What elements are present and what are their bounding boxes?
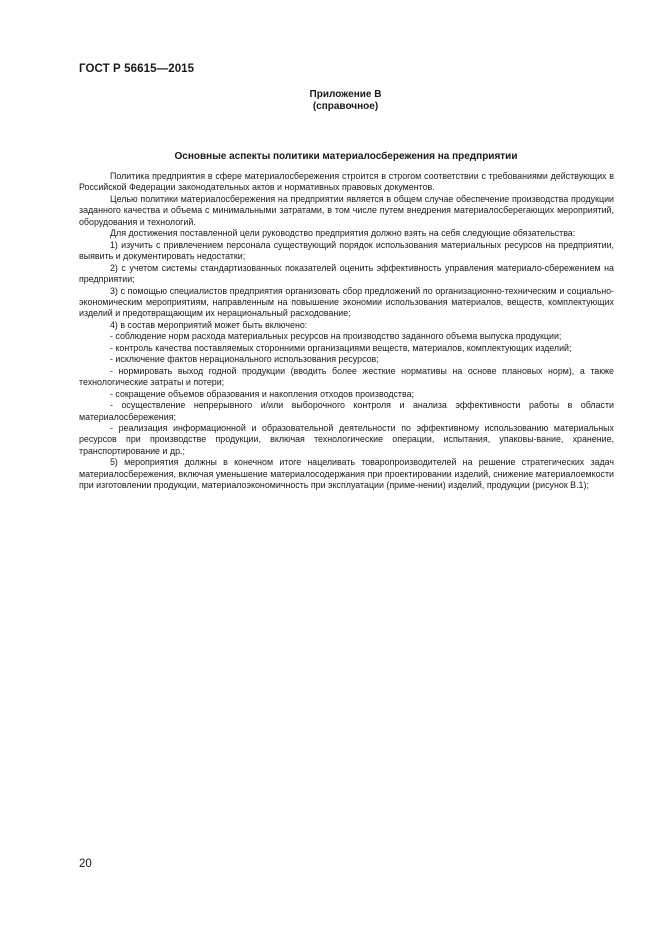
appendix-note: (справочное) [312, 101, 379, 112]
sub-list-item: - контроль качества поставляемых сторонними организациями веществ, материалов, комплектующих изделий; [110, 342, 572, 353]
sub-list-item: - соблюдение норм расхода материальных ресурсов на производство заданного объема выпуска продукции; [110, 331, 562, 342]
list-item: 2) с учетом системы стандартизованных показателей оценить эффективность управления материало-сбережением на предприятии; [79, 262, 614, 285]
page-number: 20 [79, 858, 92, 870]
sub-list-item: - сокращение объемов образования и накопления отходов производства; [110, 388, 415, 399]
sub-list-item: - осуществление непрерывного и/или выборочного контроля и анализа эффективности работы в области материалосбережения; [79, 400, 614, 422]
sub-list-item: - реализация информационной и образовательной деятельности по эффективному использованию материальных ресурсов при производстве продукции, включая технологические операции, испытания, упаковы-вание, хранение, транспортирование и др.; [79, 422, 614, 456]
sub-list-item: - исключение фактов нерационального использования ресурсов; [110, 354, 379, 365]
paragraph: Целью политики материалосбережения на предприятии является в общем случае обеспечение производства продукции заданного качества и объема с минимальными затратами, в том числе путем внедрения материалосберегающих мероприятий, оборудования и технологий. [79, 193, 614, 227]
paragraph: Для достижения поставленной цели руководство предприятия должно взять на себя следующие обязательства: [110, 228, 576, 239]
list-item: 5) мероприятия должны в конечном итоге нацеливать товаропроизводителей на решение стратегических задач материалосбережения, включая уменьшение материалосодержания при проектировании изделий, снижение материалоемкости при изготовлении продукции, материалоэкономичность при эксплуатации (приме-нении) изделий, продукции (рисунок В.1); [79, 457, 614, 491]
sub-list-item: - нормировать выход годной продукции (вводить более жесткие нормативы на основе плановых норм), а также технологические затраты и потери; [79, 365, 614, 388]
list-item: 4) в состав мероприятий может быть включено: [110, 319, 308, 330]
appendix-heading [0, 89, 661, 113]
appendix-label: Приложение В [309, 89, 382, 100]
body-text [79, 171, 614, 492]
section-title: Основные аспекты политики материалосбережения на предприятии [174, 151, 518, 162]
document-code: ГОСТ Р 56615—2015 [79, 63, 195, 75]
list-item: 3) с помощью специалистов предприятия организовать сбор предложений по организационно-техническим и социально-экономическим мероприятиям, направленным на повышение экономии использования материалов, веществ, комплектующих изделий и предотвращающим их нерациональный расходование; [79, 285, 614, 319]
paragraph: Политика предприятия в сфере материалосбережения строится в строгом соответствии с требованиями действующих в Российской Федерации законодательных актов и нормативных правовых документов. [79, 171, 614, 193]
list-item: 1) изучить с привлечением персонала существующий порядок использования материальных ресурсов на предприятии, выявить и документировать недостатки; [79, 239, 614, 262]
